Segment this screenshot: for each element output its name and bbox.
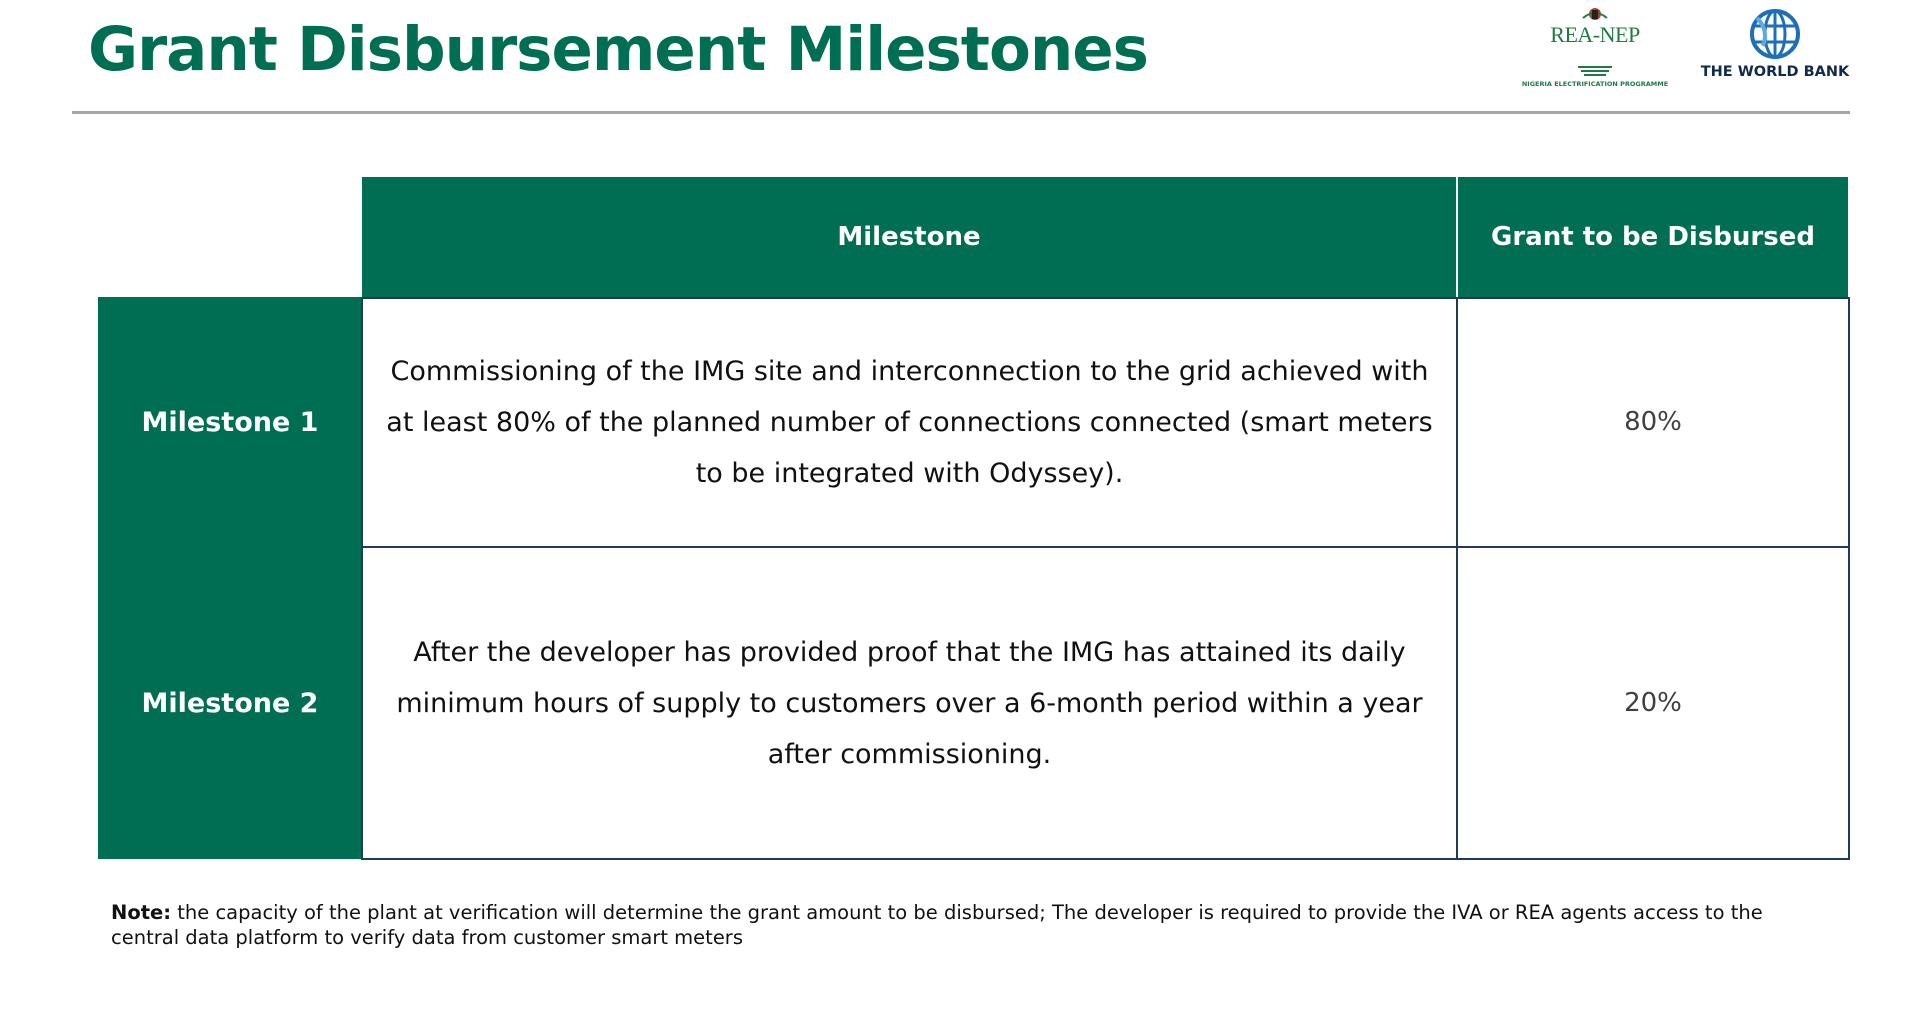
rea-logo-stripes [1578,66,1612,78]
header-grant: Grant to be Disbursed [1458,177,1848,297]
footnote [111,900,1811,950]
row-label-milestone-2: Milestone 2 [98,547,362,859]
row-description-milestone-2: After the developer has provided proof that the IMG has attained its daily minimum hours of supply to customers over a 6-month period within a year after commissioning. [361,546,1458,860]
footnote-text: the capacity of the plant at verification will determine the grant amount to be disbursed; The developer is required to provide the IVA or REA agents access to the central data platform to verify data from customer smart meters [111,901,1763,949]
world-bank-logo [1690,8,1860,88]
row-label-milestone-1: Milestone 1 [98,297,362,547]
row-description-milestone-1: Commissioning of the IMG site and interconnection to the grid achieved with at least 80% of the planned number of connections connected (smart meters to be integrated with Odyssey). [361,297,1458,548]
footnote-label: Note: [111,901,172,924]
rea-nep-logo [1520,6,1670,90]
title-divider [72,111,1850,114]
row-grant-milestone-1: 80% [1456,297,1850,548]
rea-nep-logo-subtitle: NIGERIA ELECTRIFICATION PROGRAMME [1521,80,1669,88]
page-title: Grant Disbursement Milestones [88,14,1148,85]
globe-icon [1749,8,1801,60]
row-grant-milestone-2: 20% [1456,546,1850,860]
header-milestone: Milestone [362,177,1456,297]
world-bank-logo-text: THE WORLD BANK [1700,64,1850,80]
header-divider [1456,177,1458,297]
rea-nep-logo-text: REA-NEP [1550,22,1640,47]
